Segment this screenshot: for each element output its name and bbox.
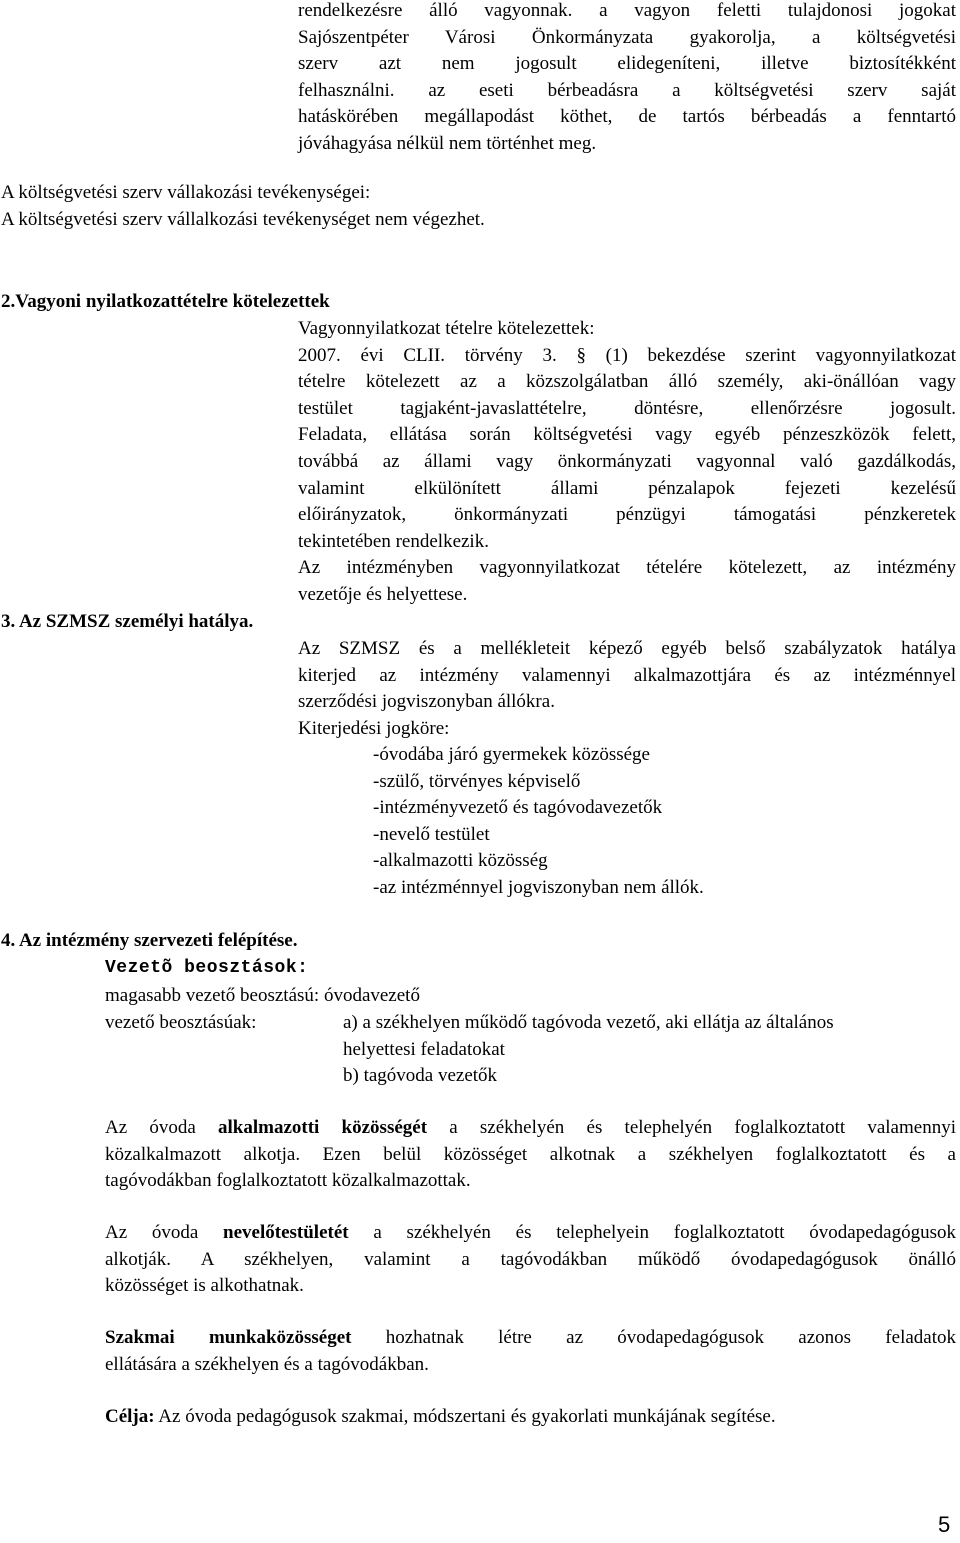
text-run: a székhelyén és telephelyein foglalkoztatott óvodapedagógusok: [348, 1222, 956, 1243]
text-line: vezetője és helyettese.: [298, 583, 468, 605]
section-3-heading: [1, 609, 253, 636]
list-item: -intézményvezető és tagóvodavezetők: [373, 797, 663, 819]
text-line: alkotják. A székhelyen, valamint a tagóvodákban működő óvodapedagógusok önálló: [105, 1248, 956, 1270]
text-line: Az SZMSZ és a mellékleteit képező egyéb belső szabályzatok hatálya: [298, 638, 956, 659]
text-line: közösséget is alkothatnak.: [105, 1275, 304, 1297]
text-line: testület tagjaként-javaslattételre, döntésre, ellenőrzésre jogosult.: [298, 397, 956, 419]
text-line: továbbá az állami vagy önkormányzati vagyonnal való gazdálkodás,: [298, 450, 956, 472]
list-item: -alkalmazotti közösség: [373, 850, 548, 872]
scope-label: Kiterjedési jogköre:: [298, 717, 450, 739]
list-item: -az intézménnyel jogviszonyban nem állók.: [373, 876, 704, 898]
senior-leader-line: [105, 983, 420, 1010]
bold-term: alkalmazotti közösségét: [218, 1117, 428, 1138]
business-activity-heading: A költségvetési szerv vállakozási tevékenységei:: [1, 182, 371, 203]
leader-label-text: vezető beosztásúak:: [105, 1012, 257, 1033]
section-4-heading: [1, 928, 297, 955]
page-number: [938, 1512, 950, 1539]
text-line: közalkalmazott alkotja. Ezen belül közösséget alkotnak a székhelyen foglalkoztatott és a: [105, 1143, 956, 1165]
section-3-body: [298, 636, 956, 742]
scope-list: [373, 742, 704, 902]
text-line: felhasználni. az eseti bérbeadásra a költségvetési szerv saját: [298, 79, 956, 101]
top-paragraph: [298, 0, 956, 158]
text-line: kiterjed az intézmény valamennyi alkalmazottjára és az intézménnyel: [298, 664, 956, 686]
text-run: Az óvoda: [105, 1117, 219, 1138]
leader-item-b: b) tagóvoda vezetők: [343, 1065, 498, 1087]
business-activity-text: A költségvetési szerv vállalkozási tevékenységet nem végezhet.: [1, 208, 485, 230]
bold-term: Szakmai munkaközösséget: [105, 1327, 352, 1348]
bold-term: nevelőtestületét: [223, 1222, 349, 1243]
text-line: [105, 1325, 956, 1352]
text-line: tekintetében rendelkezik.: [298, 530, 489, 552]
text-line: jóváhagyása nélkül nem történhet meg.: [298, 132, 597, 154]
staff-community-paragraph: [105, 1115, 956, 1195]
section-2-body: [298, 316, 956, 609]
section-2-heading-text: 2.Vagyoni nyilatkozattételre kötelezettek: [1, 291, 330, 312]
leader-positions-label: Vezetõ beosztások:: [105, 958, 309, 978]
section-3-heading-text: 3. Az SZMSZ személyi hatálya.: [1, 611, 254, 632]
goal-line: [105, 1404, 776, 1431]
section-2-heading: [1, 289, 330, 316]
leader-label: [105, 1010, 256, 1037]
text-line: szerv azt nem jogosult elidegeníteni, illetve biztosítékként: [298, 53, 956, 75]
text-line: 2007. évi CLII. törvény 3. § (1) bekezdése szerint vagyonnyilatkozat: [298, 344, 956, 366]
goal-label: Célja:: [105, 1406, 155, 1427]
text-run: hozhatnak létre az óvodapedagógusok azonos feladatok: [351, 1327, 956, 1348]
text-line: ellátására a székhelyen és a tagóvodákban.: [105, 1353, 429, 1375]
text-line: tételre kötelezett az a közszolgálatban álló személy, aki-önállóan vagy: [298, 371, 956, 393]
text-run: Az óvoda: [105, 1222, 224, 1243]
business-activity: [1, 180, 901, 233]
text-line: [105, 1115, 956, 1142]
section-4-subheading: [105, 955, 308, 982]
goal-text: [105, 1404, 776, 1431]
senior-leader-text: magasabb vezető beosztású: óvodavezető: [105, 985, 420, 1006]
text-run: a székhelyén és telephelyén foglalkoztatott valamennyi: [427, 1117, 956, 1138]
list-item: -óvodába járó gyermekek közössége: [373, 744, 650, 765]
text-line: szerződési jogviszonyban állókra.: [298, 691, 555, 713]
list-item: -nevelő testület: [373, 823, 490, 845]
list-item: -szülő, törvényes képviselő: [373, 770, 581, 792]
professional-community-paragraph: [105, 1325, 956, 1378]
text-line: Feladata, ellátása során költségvetési vagy egyéb pénzeszközök felett,: [298, 424, 956, 446]
text-line: rendelkezésre álló vagyonnak. a vagyon feletti tulajdonosi jogokat: [298, 0, 956, 21]
teaching-staff-paragraph: [105, 1220, 956, 1300]
text-line: hatáskörében megállapodást köthet, de tartós bérbeadás a fenntartó: [298, 106, 956, 128]
text-line: [105, 1220, 956, 1247]
page-number-text: 5: [938, 1512, 951, 1537]
leader-items: [343, 1010, 834, 1090]
leader-item-a: a) a székhelyen működő tagóvoda vezető, aki ellátja az általános: [343, 1012, 834, 1033]
text-line: tagóvodákban foglalkoztatott közalkalmazottak.: [105, 1170, 471, 1192]
text-line: Sajószentpéter Városi Önkormányzata gyakorolja, a költségvetési: [298, 26, 956, 48]
section-4-heading-text: 4. Az intézmény szervezeti felépítése.: [1, 930, 298, 951]
leader-item-a-cont: helyettesi feladatokat: [343, 1038, 505, 1060]
text-line: valamint elkülönített állami pénzalapok fejezeti kezelésű: [298, 477, 956, 499]
text-line: Az intézményben vagyonnyilatkozat tételére kötelezett, az intézmény: [298, 557, 956, 579]
section-2-subheading: Vagyonnyilatkozat tételre kötelezettek:: [298, 318, 595, 339]
text-line: előirányzatok, önkormányzati pénzügyi támogatási pénzkeretek: [298, 504, 956, 526]
text-run: Az óvoda pedagógusok szakmai, módszertani és gyakorlati munkájának segítése.: [154, 1406, 776, 1427]
